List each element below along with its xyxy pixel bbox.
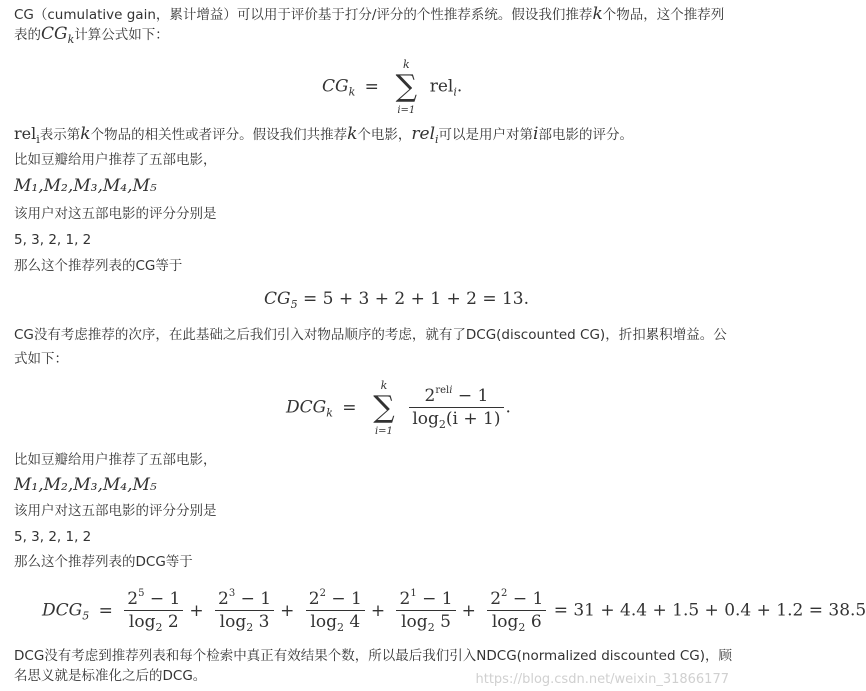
ndcg-intro-line1: DCG没有考虑到推荐列表和每个检索中真正有效结果个数，所以最后我们引入NDCG(normalized discounted CG)，顾 xyxy=(14,648,732,664)
example-text-2: 比如豆瓣给用户推荐了五部电影， xyxy=(14,452,217,468)
rel-definition: rel$_i$表示第k个物品的相关性或者评分。假设我们共推荐k个电影，rel$_i$可以是用户对第i部电影的评分。 xyxy=(14,124,633,146)
cg-result-intro: 那么这个推荐列表的CG等于 xyxy=(14,258,183,274)
dcg-formula: $DCG_k$ = k ∑ i=1 $\frac{2^{reli} - 1}{\log_2(i + 1)}$ . xyxy=(286,379,511,437)
watermark: https://blog.csdn.net/weixin_31866177 xyxy=(475,672,729,687)
movie-list-1: M₁,M₂,M₃,M₄,M₅ xyxy=(14,176,157,196)
example-text-1: 比如豆瓣给用户推荐了五部电影， xyxy=(14,152,217,168)
summation-symbol: k ∑ i=1 xyxy=(373,379,395,437)
dcg-term-1: $\frac{2^5 - 1}{\log_2 2}$ xyxy=(124,583,183,639)
scores-2: 5, 3, 2, 1, 2 xyxy=(14,529,92,545)
cg5-formula: $CG_5 = 5 + 3 + 2 + 1 + 2 = 13$. xyxy=(264,289,530,311)
dcg-intro-line1: CG没有考虑推荐的次序，在此基础之后我们引入对物品顺序的考虑，就有了DCG(discounted CG)，折扣累积增益。公 xyxy=(14,327,727,343)
dcg-result-intro: 那么这个推荐列表的DCG等于 xyxy=(14,554,193,570)
dcg-term-4: $\frac{2^1 - 1}{\log_2 5}$ xyxy=(396,583,455,639)
ndcg-intro-line2: 名思义就是标准化之后的DCG。 xyxy=(14,668,207,684)
dcg-intro-line2: 式如下： xyxy=(14,351,68,367)
dcg-fraction: $\frac{2^{reli} - 1}{\log_2(i + 1)}$ xyxy=(409,380,503,436)
cg-formula: $CG_k$ = k ∑ i=1 rel$_i$. xyxy=(322,58,463,116)
dcg5-formula: $DCG_5$ = $\frac{2^5 - 1}{\log_2 2}$ + $\frac{2^3 - 1}{\log_2 3}$ + $\frac{2^2 - 1}{\log_2 4}$ + $\frac{2^1 - 1}{\log_2 5}$ + $\frac{2^2 - 1}{\log_2 6}$ = 31 + 4.4 + 1.5 + 0.4 + 1.2 = 38.5 xyxy=(42,583,866,639)
scores-1: 5, 3, 2, 1, 2 xyxy=(14,232,92,248)
scores-intro-2: 该用户对这五部电影的评分分别是 xyxy=(14,503,217,519)
paragraph-cg-intro-line1: CG（cumulative gain，累计增益）可以用于评价基于打分/评分的个性推荐系统。假设我们推荐k个物品，这个推荐列 xyxy=(14,4,725,24)
summation-symbol: k ∑ i=1 xyxy=(395,58,418,116)
movie-list-2: M₁,M₂,M₃,M₄,M₅ xyxy=(14,475,157,495)
dcg-term-2: $\frac{2^3 - 1}{\log_2 3}$ xyxy=(215,583,274,639)
dcg-term-5: $\frac{2^2 - 1}{\log_2 6}$ xyxy=(487,583,546,639)
scores-intro-1: 该用户对这五部电影的评分分别是 xyxy=(14,206,217,222)
dcg-term-3: $\frac{2^2 - 1}{\log_2 4}$ xyxy=(306,583,365,639)
paragraph-cg-intro-line2: 表的$CG_k$计算公式如下： xyxy=(14,24,169,46)
